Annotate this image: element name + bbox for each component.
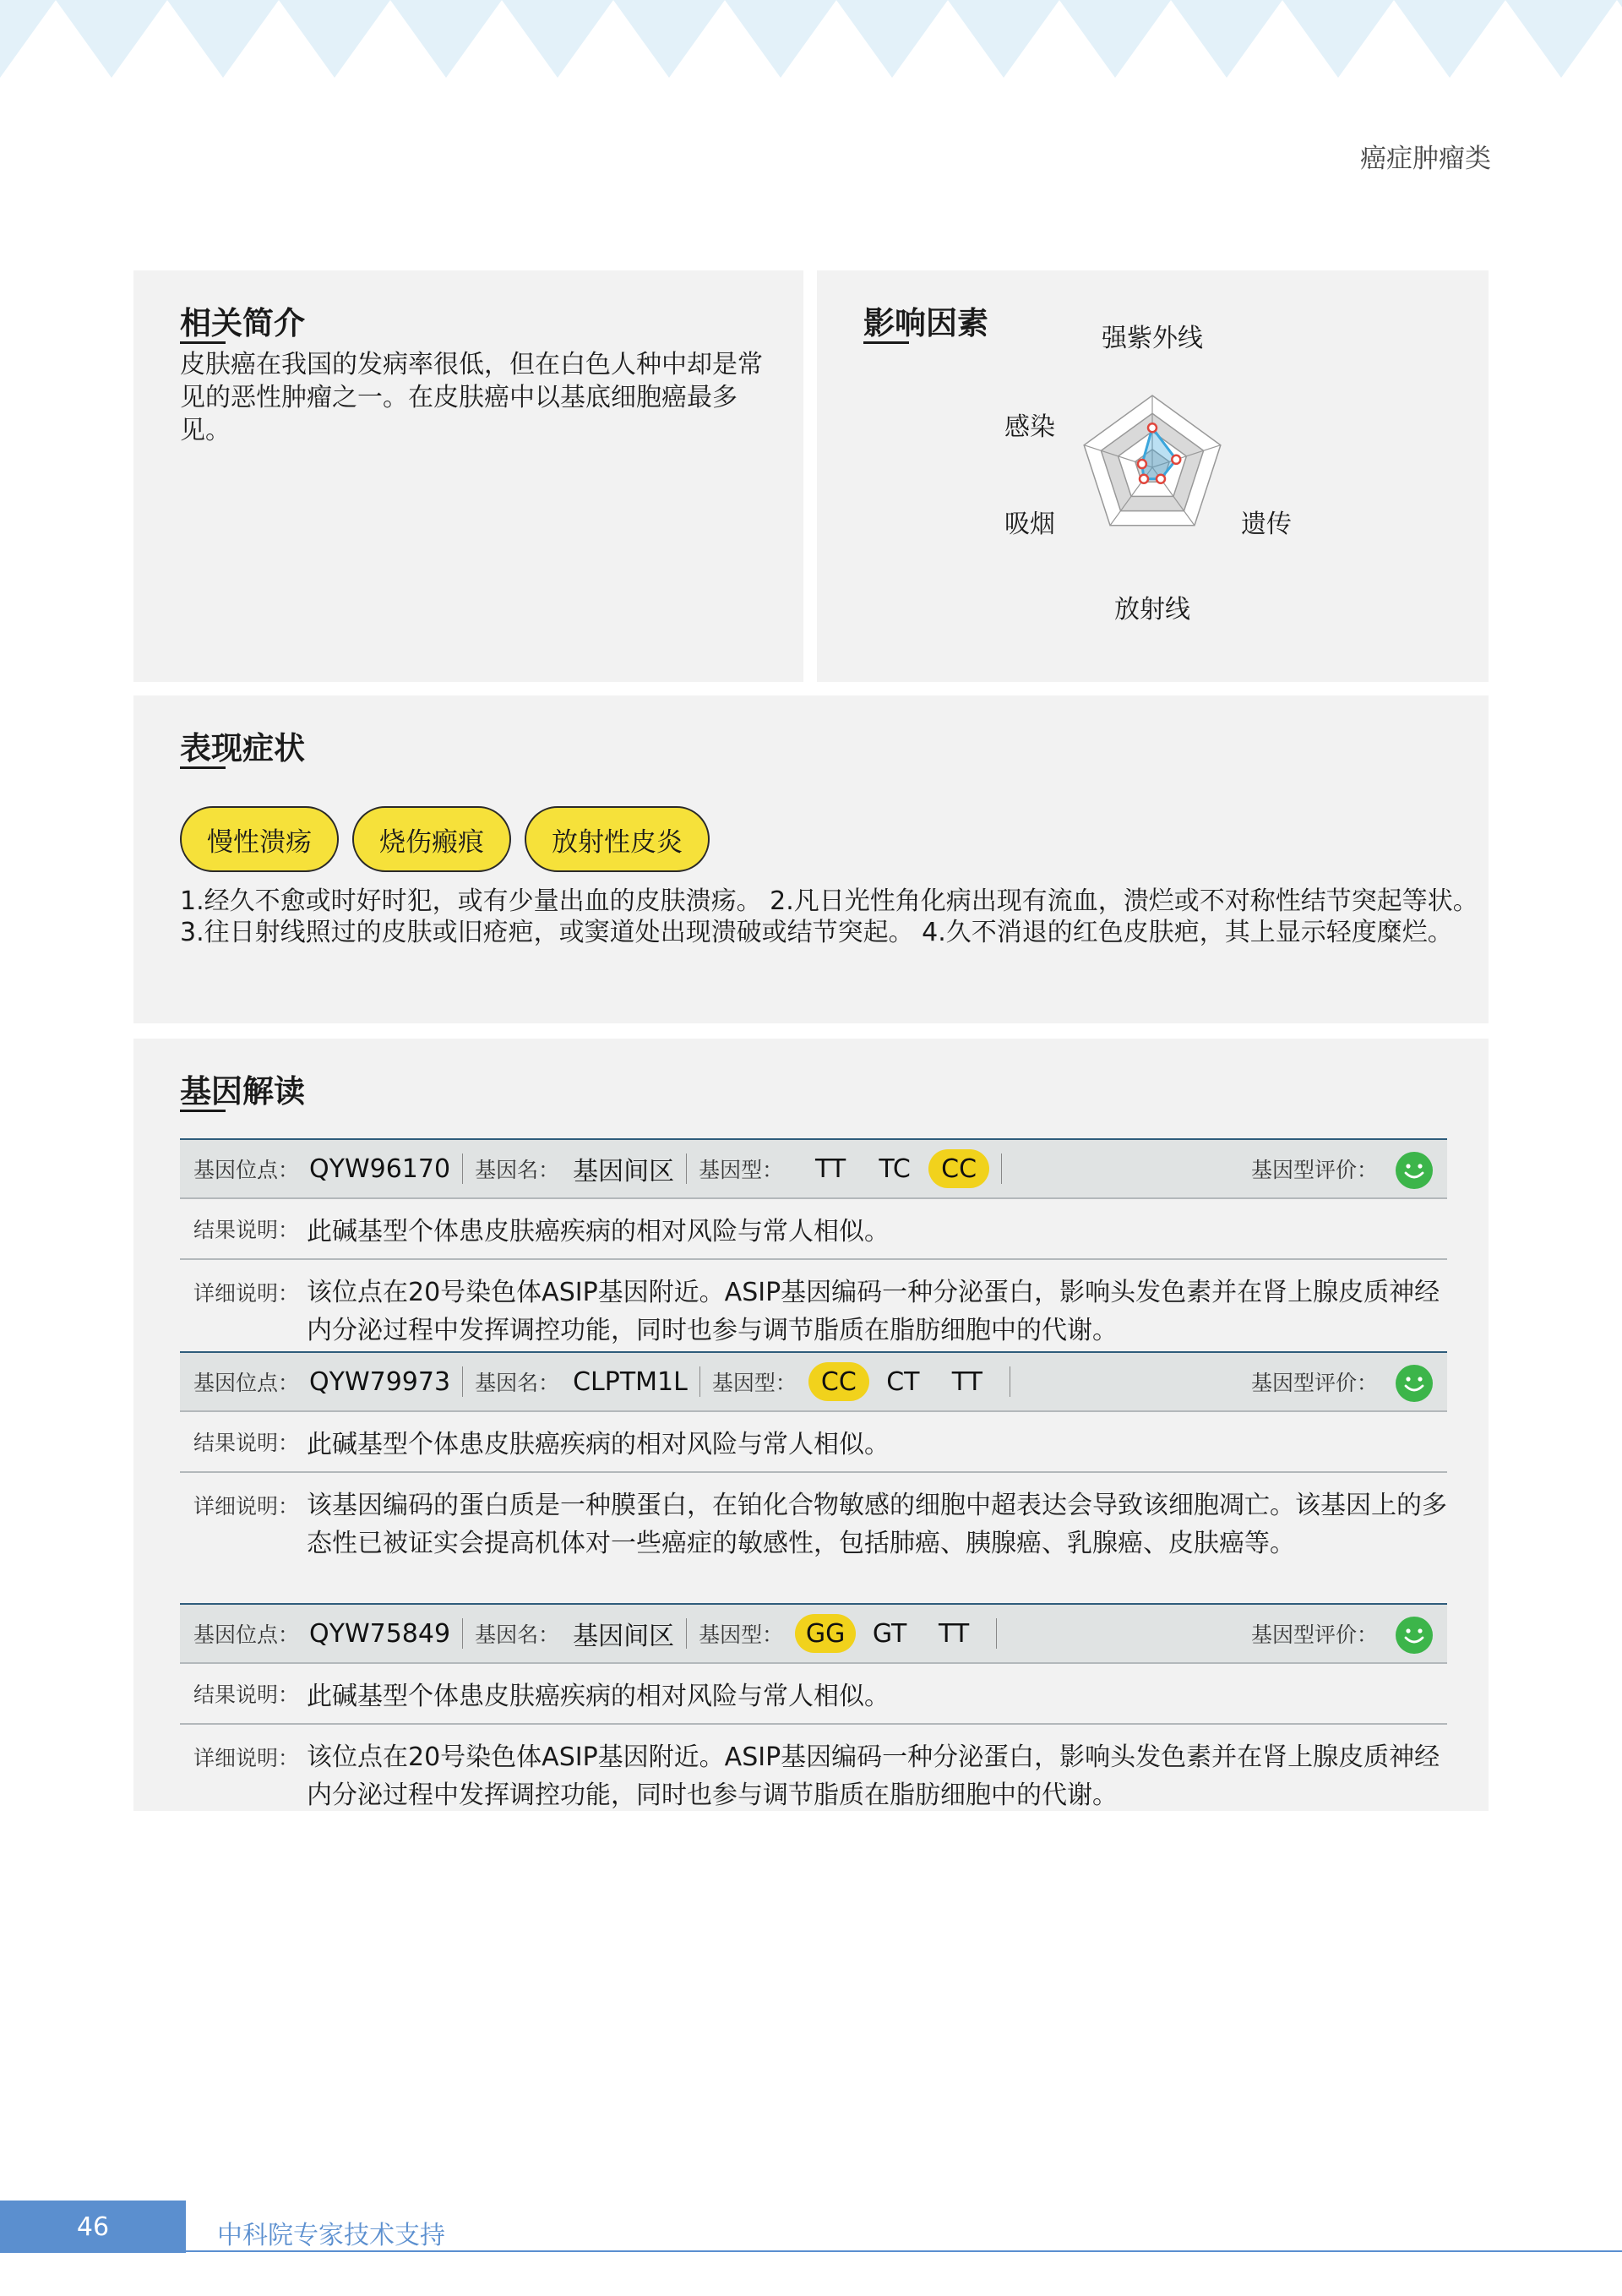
category-label: 癌症肿瘤类 [1360, 144, 1491, 174]
genotype-option: TC [879, 1153, 911, 1184]
genotype-options [800, 1149, 989, 1188]
radar-axis-label: 遗传 [1241, 510, 1292, 539]
locus-value: QYW96170 [309, 1153, 451, 1184]
evaluation-label: 基因型评价： [1250, 1371, 1378, 1395]
detail-label: 详细说明： [193, 1494, 300, 1519]
radar-axis-label: 放射线 [1114, 595, 1190, 624]
gene-header [180, 1351, 1447, 1412]
radar-data-point [1157, 475, 1165, 483]
symptoms-card [133, 695, 1489, 1023]
gene-header [180, 1138, 1447, 1199]
intro-title-underline [180, 341, 226, 344]
factors-radar-chart [817, 270, 1489, 682]
genes-title-underline [180, 1110, 226, 1112]
radar-data-point [1148, 423, 1157, 432]
locus-value: QYW75849 [309, 1618, 451, 1649]
intro-text: 皮肤癌在我国的发病率很低，但在白色人种中却是常见的恶性肿瘤之一。在皮肤癌中以基底细胞癌最多见。 [180, 350, 763, 445]
symptom-tags [180, 806, 710, 872]
separator [686, 1618, 687, 1649]
separator [462, 1153, 463, 1184]
evaluation-label: 基因型评价： [1250, 1622, 1378, 1647]
separator [462, 1618, 463, 1649]
genotype-option: CT [886, 1366, 920, 1397]
symptoms-title-underline [180, 766, 226, 769]
symptoms-text: 1.经久不愈或时好时犯，或有少量出血的皮肤溃疡。 2.凡日光性角化病出现有流血，溃烂或不对称性结节突起等状。 3.往日射线照过的皮肤或旧疮疤，或窦道处出现溃破或结节突起。 4.久不消退的红色皮肤疤，其上显示轻度糜烂。 [180, 886, 1478, 947]
intro-title: 相关简介 [180, 305, 305, 341]
result-value: 此碱基型个体患皮肤癌疾病的相对风险与常人相似。 [307, 1217, 890, 1246]
genotype-option: TT [951, 1366, 982, 1397]
detail-label: 详细说明： [193, 1746, 300, 1770]
separator [996, 1618, 997, 1649]
result-row [180, 1199, 1447, 1260]
radar-axis-label: 强紫外线 [1102, 324, 1203, 353]
genotype-label: 基因型： [699, 1622, 784, 1647]
genotype-label: 基因型： [711, 1371, 797, 1395]
top-diamond-pattern [0, 0, 1622, 78]
factors-title: 影响因素 [863, 305, 988, 341]
separator [462, 1366, 463, 1397]
radar-axis-label: 吸烟 [1004, 510, 1055, 539]
page-number: 46 [0, 2201, 186, 2253]
genotype-option: GG [795, 1614, 856, 1653]
genotype-options [795, 1614, 984, 1653]
genes-title: 基因解读 [180, 1073, 305, 1110]
gene-name-value: 基因间区 [573, 1622, 675, 1651]
evaluation-label: 基因型评价： [1250, 1158, 1378, 1182]
genotype-option: TT [815, 1153, 846, 1184]
detail-value: 该位点在20号染色体ASIP基因附近。ASIP基因编码一种分泌蛋白，影响头发色素并在肾上腺皮质神经内分泌过程中发挥调控功能，同时也参与调节脂质在脂肪细胞中的代谢。 [307, 1278, 1440, 1345]
locus-label: 基因位点： [193, 1158, 300, 1182]
gene-name-label: 基因名： [475, 1371, 560, 1395]
gene-header [180, 1603, 1447, 1664]
genotype-option: TT [939, 1618, 970, 1649]
result-label: 结果说明： [193, 1218, 300, 1242]
factors-card [817, 270, 1489, 682]
detail-row [180, 1725, 1447, 1809]
separator [699, 1366, 700, 1397]
genotype-option: GT [872, 1618, 907, 1649]
genotype-option: CC [928, 1149, 989, 1188]
result-value: 此碱基型个体患皮肤癌疾病的相对风险与常人相似。 [307, 1682, 890, 1711]
radar-axis-label: 感染 [1004, 412, 1055, 442]
genotype-option: CC [808, 1362, 869, 1401]
gene-name-value: CLPTM1L [573, 1366, 688, 1397]
gene-block-1 [180, 1138, 1447, 1351]
detail-value: 该位点在20号染色体ASIP基因附近。ASIP基因编码一种分泌蛋白，影响头发色素并在肾上腺皮质神经内分泌过程中发挥调控功能，同时也参与调节脂质在脂肪细胞中的代谢。 [307, 1742, 1440, 1810]
result-label: 结果说明： [193, 1431, 300, 1455]
symptom-tag: 烧伤瘢痕 [352, 806, 511, 872]
smiley-icon [1396, 1365, 1433, 1402]
result-value: 此碱基型个体患皮肤癌疾病的相对风险与常人相似。 [307, 1430, 890, 1459]
smiley-icon [1396, 1617, 1433, 1654]
result-row [180, 1664, 1447, 1725]
detail-row [180, 1473, 1447, 1604]
locus-label: 基因位点： [193, 1371, 300, 1395]
genotype-label: 基因型： [699, 1158, 784, 1182]
detail-value: 该基因编码的蛋白质是一种膜蛋白，在铂化合物敏感的细胞中超表达会导致该细胞凋亡。该基因上的多态性已被证实会提高机体对一些癌症的敏感性，包括肺癌、胰腺癌、乳腺癌、皮肤癌等。 [307, 1491, 1447, 1558]
symptom-tag: 放射性皮炎 [525, 806, 710, 872]
locus-value: QYW79973 [309, 1366, 451, 1397]
detail-label: 详细说明： [193, 1281, 300, 1306]
result-row [180, 1412, 1447, 1473]
gene-block-3 [180, 1603, 1447, 1809]
radar-data-point [1140, 475, 1148, 483]
symptom-tag: 慢性溃疡 [180, 806, 339, 872]
footer-line [186, 2250, 1622, 2252]
gene-name-label: 基因名： [475, 1158, 560, 1182]
genotype-options [808, 1362, 998, 1401]
result-label: 结果说明： [193, 1682, 300, 1707]
symptoms-title: 表现症状 [180, 730, 305, 766]
locus-label: 基因位点： [193, 1622, 300, 1647]
intro-card [133, 270, 803, 682]
footer-text: 中科院专家技术支持 [217, 2221, 445, 2250]
radar-data-point [1138, 460, 1146, 468]
genes-card [133, 1039, 1489, 1811]
separator [686, 1153, 687, 1184]
gene-name-value: 基因间区 [573, 1157, 675, 1186]
gene-block-2 [180, 1351, 1447, 1604]
separator [1001, 1153, 1002, 1184]
radar-data-point [1172, 455, 1180, 464]
gene-name-label: 基因名： [475, 1622, 560, 1647]
detail-row [180, 1260, 1447, 1351]
smiley-icon [1396, 1152, 1433, 1189]
